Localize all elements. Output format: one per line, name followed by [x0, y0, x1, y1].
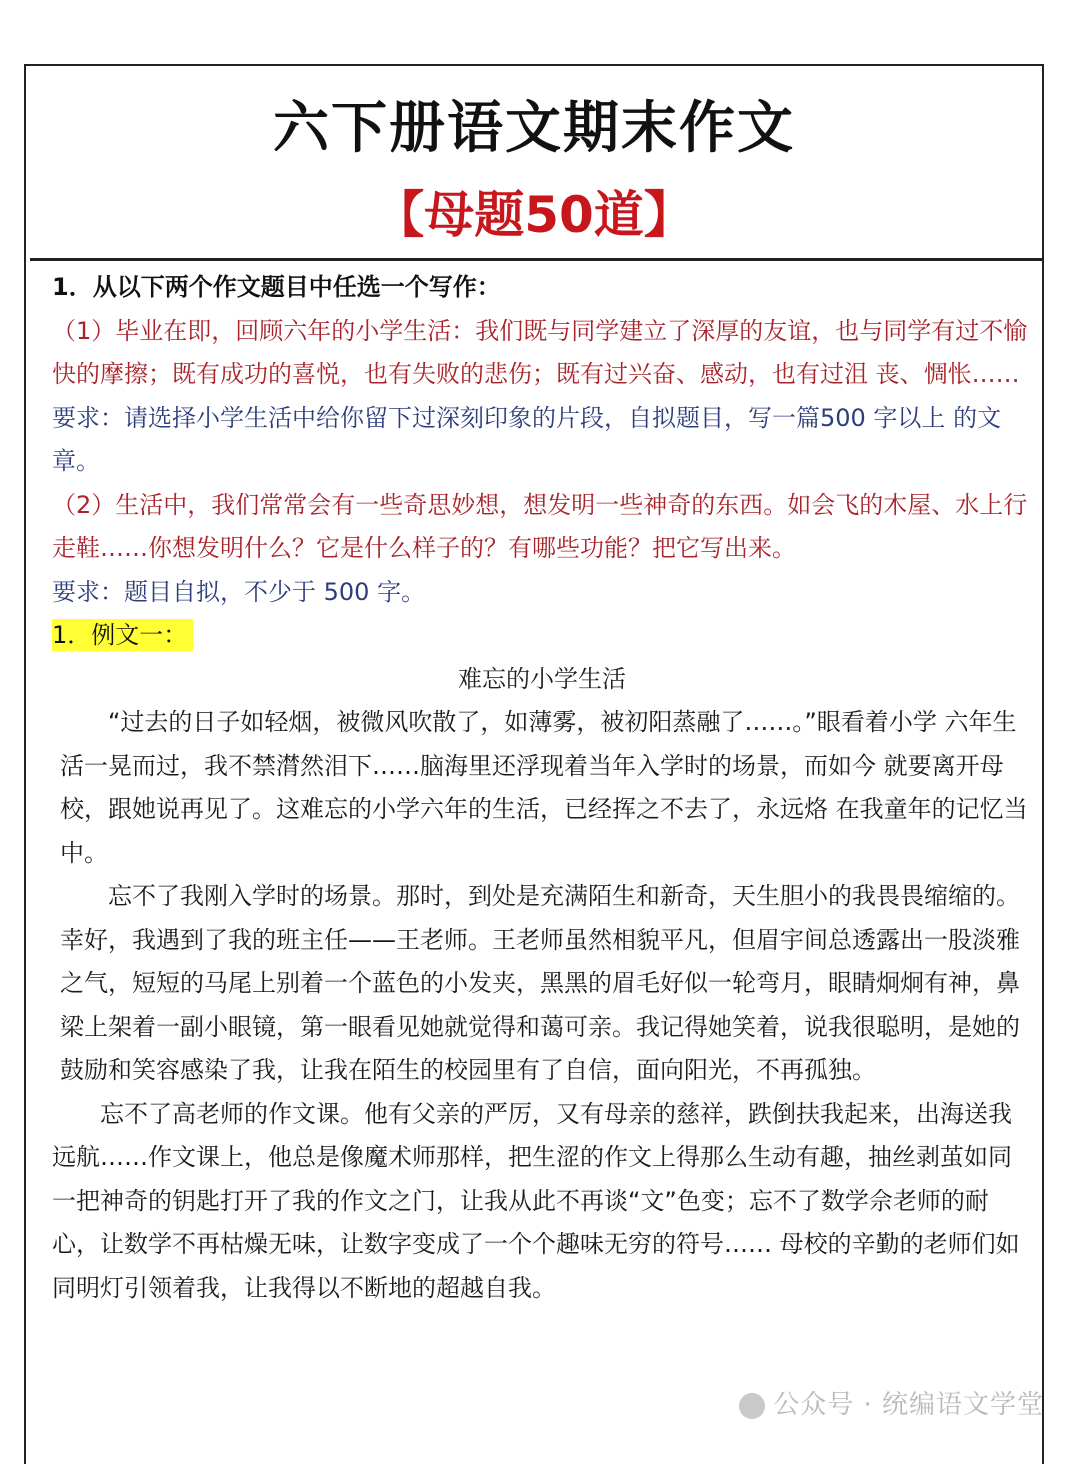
requirement-two: 要求：题目自拟，不少于 500 字。	[52, 577, 426, 606]
essay-paragraph: 忘不了高老师的作文课。他有父亲的严厉，又有母亲的慈祥，跌倒扶我起来，出海送我远航……作文课上，他总是像魔术师那样，把生涩的作文上得那么生动有趣，抽丝剥茧如同一把神奇的钥匙打开了我的作文之门，让我从此不再谈“文”色变；忘不了数学佘老师的耐心，让数学不再枯燥无味，让数字变成了一个个趣味无穷的符号…… 母校的辛勤的老师们如同明灯引领着我，让我得以不断地的超越自我。	[52, 1099, 1020, 1302]
example-label: 1．例文一：	[52, 619, 193, 651]
essay-paragraph: 忘不了我刚入学时的场景。那时，到处是充满陌生和新奇，天生胆小的我畏畏缩缩的。幸好，我遇到了我的班主任——王老师。王老师虽然相貌平凡，但眉宇间总透露出一股淡雅之气，短短的马尾上别着一个蓝色的小发夹，黑黑的眉毛好似一轮弯月，眼睛炯炯有神，鼻梁上架着一副小眼镜，第一眼看见她就觉得和蔼可亲。我记得她笑着，说我很聪明，是她的鼓励和笑容感染了我，让我在陌生的校园里有了自信，面向阳光，不再孤独。	[60, 882, 1020, 1084]
document-page	[24, 64, 1044, 1464]
question-heading: 1．从以下两个作文题目中任选一个写作：	[52, 273, 501, 301]
wechat-icon	[739, 1393, 765, 1419]
essay-title: 难忘的小学生活	[458, 664, 626, 693]
requirement-one: 要求：请选择小学生活中给你留下过深刻印象的片段，自拟题目，写一篇500 字以上 的文章。	[52, 403, 1002, 475]
watermark-text: 公众号 · 统编语文学堂	[773, 1390, 1044, 1420]
title-divider	[30, 258, 1044, 261]
essay-body	[52, 701, 1032, 1310]
watermark	[739, 1384, 1044, 1421]
page-subtitle: 【母题50道】	[374, 186, 694, 244]
page-title: 六下册语文期末作文	[273, 96, 795, 161]
essay-paragraph: “过去的日子如轻烟，被微风吹散了，如薄雾，被初阳蒸融了……。”眼看着小学 六年生活一晃而过，我不禁潸然泪下……脑海里还浮现着当年入学时的场景，而如今 就要离开母校，跟她说再见了。这难忘的小学六年的生活，已经挥之不去了，永远烙 在我童年的记忆当中。	[60, 708, 1028, 867]
example-label-line	[52, 614, 1032, 658]
prompt-one: （1）毕业在即，回顾六年的小学生活：我们既与同学建立了深厚的友谊，也与同学有过不愉快的摩擦；既有成功的喜悦，也有失败的悲伤；既有过兴奋、感动，也有过沮 丧、惆怅……	[52, 316, 1028, 388]
prompt-two: （2）生活中，我们常常会有一些奇思妙想，想发明一些神奇的东西。如会飞的木屋、水上行走鞋……你想发明什么？它是什么样子的？有哪些功能？把它写出来。	[52, 490, 1028, 562]
document-body	[52, 266, 1032, 1310]
